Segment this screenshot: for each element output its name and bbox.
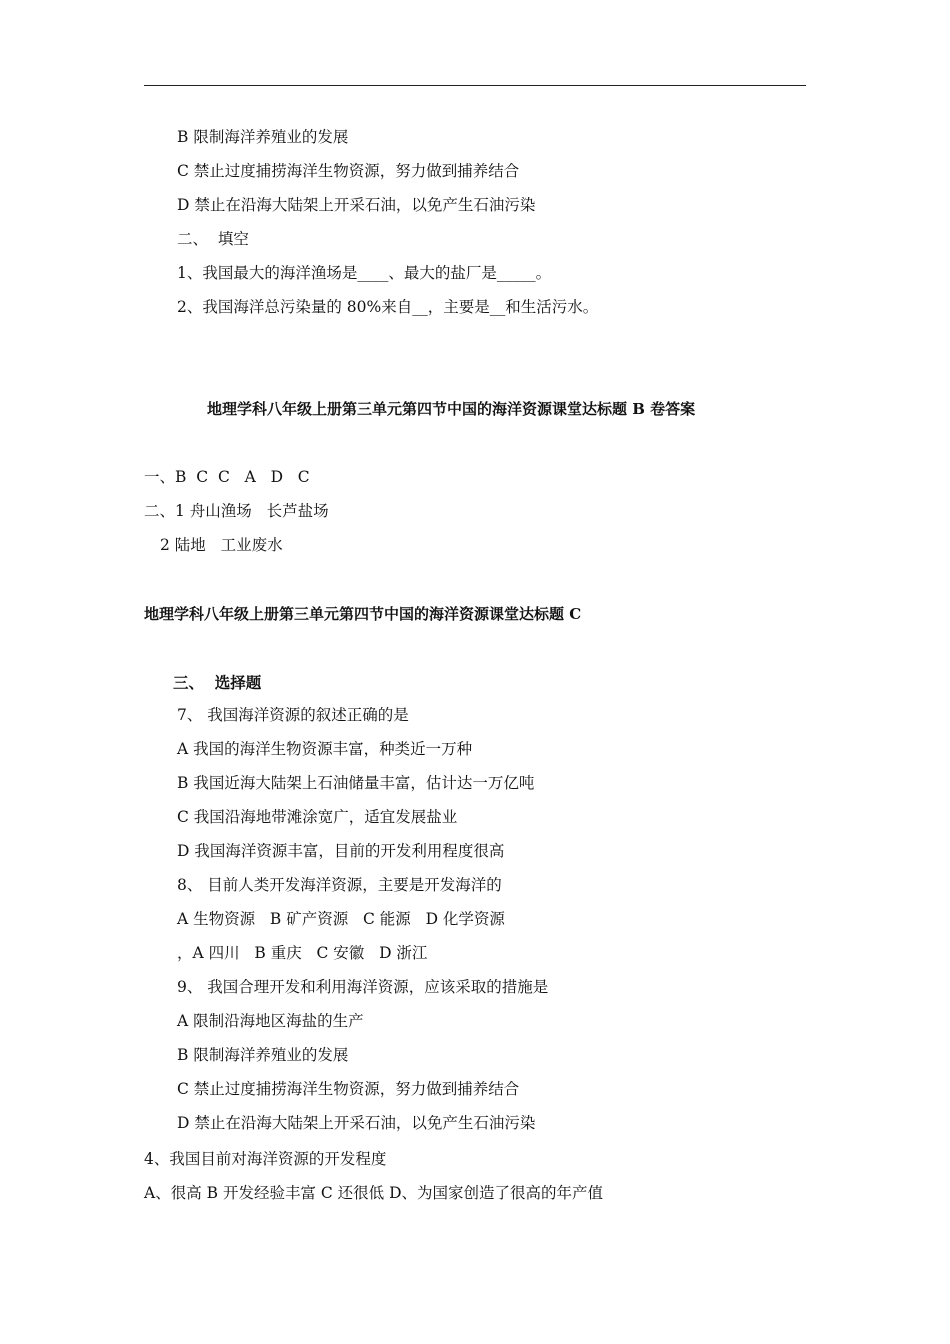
q4-options: A、很高 B 开发经验丰富 C 还很低 D、为国家创造了很高的年产值 <box>144 1184 604 1202</box>
q9-option-b: B 限制海洋养殖业的发展 <box>177 1046 349 1064</box>
q7-option-d: D 我国海洋资源丰富，目前的开发利用程度很高 <box>177 842 505 860</box>
q7-option-c: C 我国沿海地带滩涂宽广，适宜发展盐业 <box>177 808 458 826</box>
answer-line-1: 一、B C C A D C <box>144 468 310 486</box>
fill-question-2: 2、我国海洋总污染量的 80%来自__，主要是__和生活污水。 <box>177 298 599 316</box>
fill-heading: 二、 填空 <box>177 230 249 248</box>
q9-option-c: C 禁止过度捕捞海洋生物资源，努力做到捕养结合 <box>177 1080 520 1098</box>
q9-option-d: D 禁止在沿海大陆架上开采石油，以免产生石油污染 <box>177 1114 536 1132</box>
q8-options: A 生物资源 B 矿产资源 C 能源 D 化学资源 <box>177 910 505 928</box>
section-c-title: 地理学科八年级上册第三单元第四节中国的海洋资源课堂达标题 C <box>144 605 582 623</box>
question-7: 7、 我国海洋资源的叙述正确的是 <box>177 706 409 724</box>
q9-option-a: A 限制沿海地区海盐的生产 <box>177 1012 364 1030</box>
q7-option-b: B 我国近海大陆架上石油储量丰富，估计达一万亿吨 <box>177 774 535 792</box>
answer-line-2: 二、1 舟山渔场 长芦盐场 <box>144 502 329 520</box>
answer-title: 地理学科八年级上册第三单元第四节中国的海洋资源课堂达标题 B 卷答案 <box>207 400 696 418</box>
fill-question-1: 1、我国最大的海洋渔场是____、最大的盐厂是_____。 <box>177 264 552 282</box>
question-8: 8、 目前人类开发海洋资源，主要是开发海洋的 <box>177 876 502 894</box>
header-rule <box>144 85 806 86</box>
prev-option-c: C 禁止过度捕捞海洋生物资源，努力做到捕养结合 <box>177 162 520 180</box>
prev-option-b: B 限制海洋养殖业的发展 <box>177 128 349 146</box>
prev-option-d: D 禁止在沿海大陆架上开采石油，以免产生石油污染 <box>177 196 536 214</box>
stray-options: ，A 四川 B 重庆 C 安徽 D 浙江 <box>177 944 428 962</box>
question-4: 4、我国目前对海洋资源的开发程度 <box>144 1150 387 1168</box>
question-9: 9、 我国合理开发和利用海洋资源，应该采取的措施是 <box>177 978 549 996</box>
section-c-heading: 三、 选择题 <box>173 673 262 692</box>
q7-option-a: A 我国的海洋生物资源丰富，种类近一万种 <box>177 740 473 758</box>
answer-line-3: 2 陆地 工业废水 <box>160 536 283 554</box>
